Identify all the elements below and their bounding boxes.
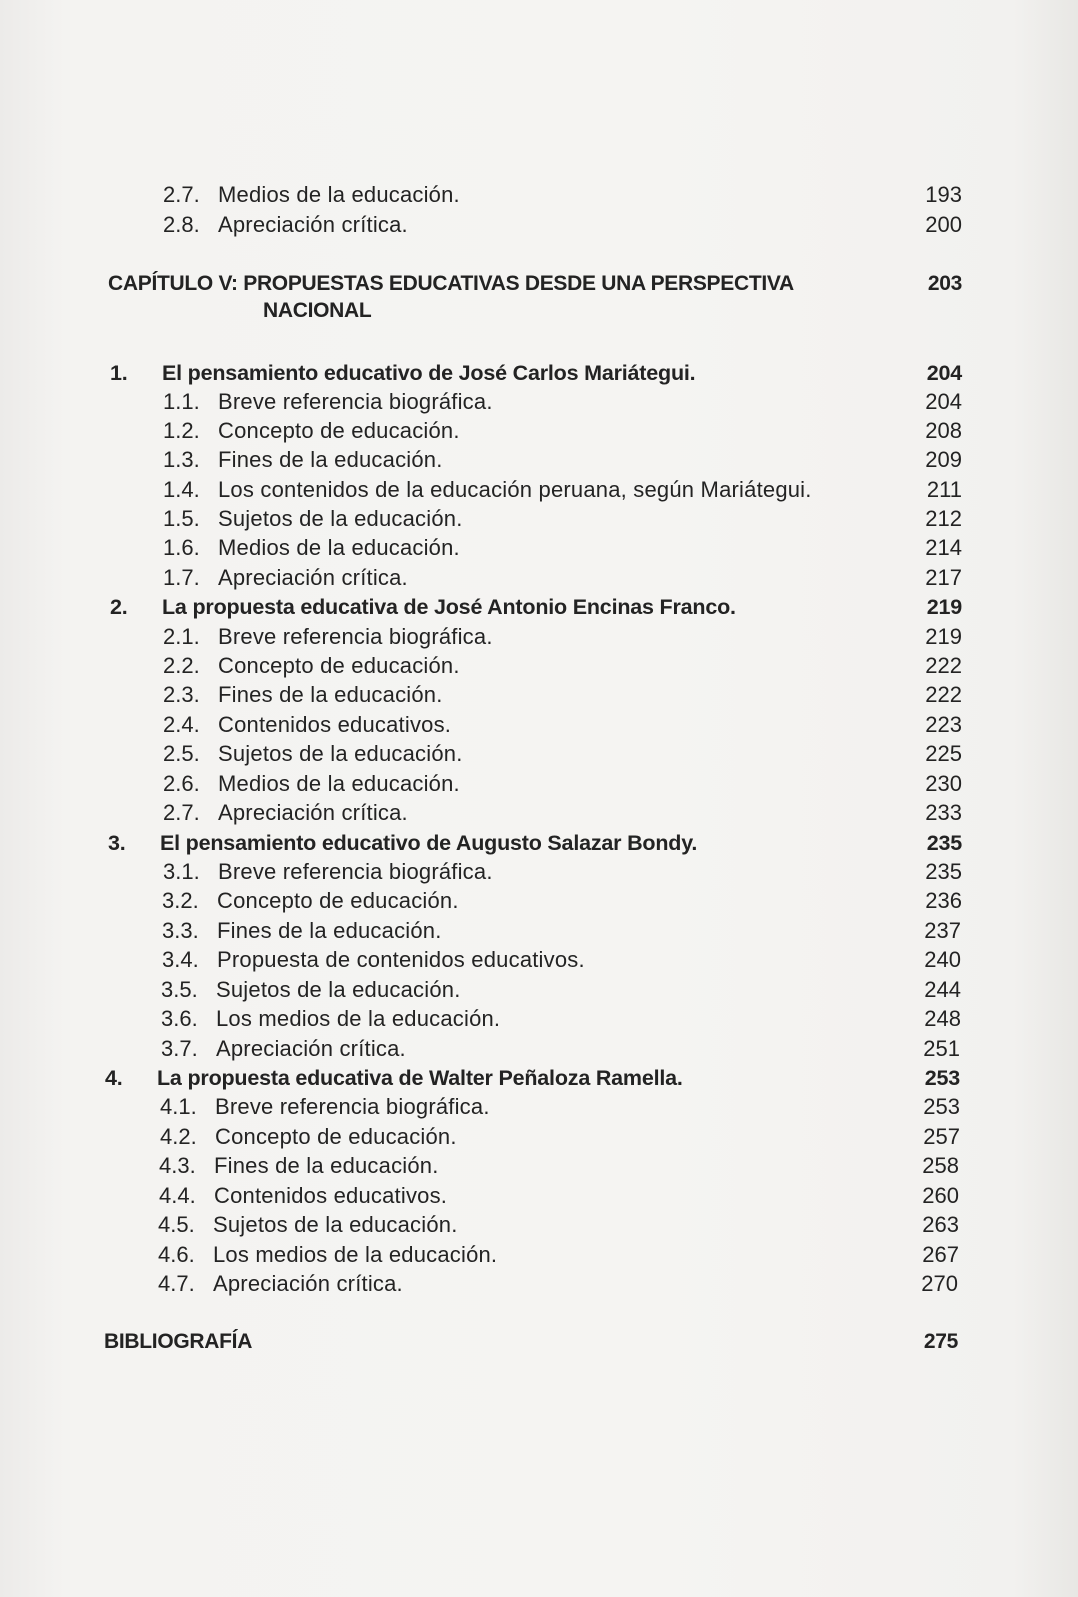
toc-entry [0,533,1078,563]
toc-entry-label: Contenidos educativos. [214,1183,448,1208]
toc-entry-label: Breve referencia biográfica. [218,624,493,649]
toc-entry-label: Los medios de la educación. [213,1242,498,1267]
toc-entry [0,651,1078,681]
toc-entry-label: Los contenidos de la educación peruana, según Mariátegui. [218,477,812,502]
toc-entry [0,210,1078,240]
toc-page-number: 230 [925,771,962,796]
toc-page-number: 267 [922,1242,959,1267]
toc-entry-number: 2.3. [163,682,200,707]
toc-entry [0,857,1078,887]
toc-entry-label: Breve referencia biográfica. [215,1094,490,1119]
toc-entry [0,739,1078,769]
toc-entry-label: Apreciación crítica. [213,1271,403,1296]
chapter-title-continued: NACIONAL [263,299,372,322]
toc-page-number: 214 [925,535,962,560]
toc-entry-label: Apreciación crítica. [218,565,408,590]
toc-entry [0,945,1078,975]
toc-page-number: 225 [925,741,962,766]
toc-entry-number: 4.3. [159,1153,196,1178]
toc-page-number: 204 [926,361,962,385]
toc-entry-label: Breve referencia biográfica. [218,389,493,414]
toc-entry [0,1092,1078,1122]
toc-entry [0,1327,1078,1357]
toc-entry-number: 4. [105,1066,123,1090]
toc-page-number: 204 [925,389,962,414]
toc-page-number: 270 [921,1271,958,1296]
toc-entry-label: Propuesta de contenidos educativos. [217,947,585,972]
toc-entry-number: 4.2. [160,1124,197,1149]
toc-entry-number: 3.5. [161,977,198,1002]
chapter-title: CAPÍTULO V: PROPUESTAS EDUCATIVAS DESDE UNA PERSPECTIVA [108,272,794,295]
toc-entry [0,769,1078,799]
toc-page-number: 203 [927,272,962,295]
toc-entry-number: 2.8. [163,212,200,237]
toc-entry [0,1269,1078,1299]
toc-entry-label: Los medios de la educación. [216,1006,501,1031]
toc-page-number: 257 [923,1124,960,1149]
toc-entry-label: Sujetos de la educación. [218,741,463,766]
toc-entry [0,416,1078,446]
toc-page-number: 222 [925,653,962,678]
toc-entry [0,1122,1078,1152]
toc-entry-label: Fines de la educación. [214,1153,439,1178]
toc-page-number: 253 [923,1094,960,1119]
toc-entry-number: 1.1. [163,389,200,414]
toc-entry-label: La propuesta educativa de José Antonio Encinas Franco. [162,595,736,619]
toc-entry-label: Breve referencia biográfica. [218,859,493,884]
toc-entry-number: 2.7. [163,800,200,825]
toc-page-number: 209 [925,447,962,472]
toc-entry [0,622,1078,652]
toc-entry-number: 1.5. [163,506,200,531]
toc-page-number: 260 [922,1183,959,1208]
toc-entry-number: 2.5. [163,741,200,766]
toc-entry-number: 2.6. [163,771,200,796]
toc-entry-number: 2.7. [163,182,200,207]
toc-entry-label: Concepto de educación. [215,1124,457,1149]
toc-entry-number: 4.6. [158,1242,195,1267]
toc-page-number: 235 [925,859,962,884]
toc-entry-number: 3.2. [162,888,199,913]
toc-entry [0,269,1078,299]
toc-entry-label: El pensamiento educativo de Augusto Salazar Bondy. [160,831,698,855]
toc-entry-label: Medios de la educación. [218,771,460,796]
toc-entry-label: Sujetos de la educación. [218,506,463,531]
toc-entry [0,475,1078,505]
toc-entry-number: 2.2. [163,653,200,678]
toc-entry-number: 3.4. [162,947,199,972]
toc-entry-number: 3.6. [161,1006,198,1031]
toc-page-number: 236 [925,888,962,913]
toc-entry [0,504,1078,534]
toc-page-number: 251 [923,1036,960,1061]
toc-page-number: 258 [922,1153,959,1178]
toc-entry-number: 1. [110,361,128,385]
toc-entry [0,1210,1078,1240]
toc-entry-number: 2.4. [163,712,200,737]
toc-entry-number: 4.4. [159,1183,196,1208]
toc-entry [0,180,1078,210]
toc-entry-number: 1.2. [163,418,200,443]
toc-entry [0,358,1078,388]
toc-entry-number: 4.5. [158,1212,195,1237]
toc-entry [0,296,1078,326]
bibliography-heading: BIBLIOGRAFÍA [104,1330,253,1353]
toc-entry-label: El pensamiento educativo de José Carlos Mariátegui. [162,361,696,385]
toc-entry [0,798,1078,828]
toc-entry [0,1151,1078,1181]
toc-entry-label: Contenidos educativos. [218,712,452,737]
toc-entry-label: Concepto de educación. [217,888,459,913]
toc-page-number: 219 [925,624,962,649]
toc-page-number: 222 [925,682,962,707]
toc-entry [0,916,1078,946]
toc-page-number: 233 [925,800,962,825]
toc-entry-label: Concepto de educación. [218,653,460,678]
toc-entry-label: Apreciación crítica. [218,800,408,825]
toc-entry [0,1004,1078,1034]
toc-page-number: 193 [925,182,962,207]
toc-entry [0,563,1078,593]
toc-entry [0,387,1078,417]
toc-entry-label: Medios de la educación. [218,182,460,207]
toc-entry-number: 1.4. [163,477,200,502]
toc-entry [0,1240,1078,1270]
toc-entry [0,828,1078,858]
toc-page-number: 212 [925,506,962,531]
toc-entry-number: 2.1. [163,624,200,649]
toc-page-number: 217 [925,565,962,590]
toc-entry-label: Sujetos de la educación. [213,1212,458,1237]
toc-entry-number: 2. [110,595,128,619]
toc-page-number: 211 [926,477,962,502]
toc-page-number: 275 [923,1330,958,1353]
toc-entry-number: 1.3. [163,447,200,472]
toc-page-number: 200 [925,212,962,237]
toc-entry-label: Fines de la educación. [217,918,442,943]
toc-entry [0,445,1078,475]
toc-entry [0,1181,1078,1211]
toc-entry [0,592,1078,622]
toc-entry-label: Medios de la educación. [218,535,460,560]
toc-entry-number: 3.1. [163,859,200,884]
toc-page-number: 208 [925,418,962,443]
toc-entry-label: Fines de la educación. [218,682,443,707]
toc-entry [0,1063,1078,1093]
toc-entry-label: Apreciación crítica. [218,212,408,237]
toc-entry-number: 1.7. [163,565,200,590]
toc-page-number: 248 [924,1006,961,1031]
toc-entry-label: Apreciación crítica. [216,1036,406,1061]
toc-page-number: 253 [924,1066,960,1090]
toc-entry-label: Fines de la educación. [218,447,443,472]
toc-page-number: 237 [924,918,961,943]
toc-entry-label: La propuesta educativa de Walter Peñaloza Ramella. [157,1066,683,1090]
toc-page-number: 263 [922,1212,959,1237]
toc-entry-number: 4.7. [158,1271,195,1296]
toc-entry-number: 3. [108,831,126,855]
toc-page-number: 235 [926,831,962,855]
toc-page-number: 223 [925,712,962,737]
toc-entry-label: Concepto de educación. [218,418,460,443]
toc-entry-number: 3.7. [161,1036,198,1061]
toc-entry-label: Sujetos de la educación. [216,977,461,1002]
toc-page-number: 240 [924,947,961,972]
toc-page-number: 244 [924,977,961,1002]
toc-entry-number: 4.1. [160,1094,197,1119]
toc-entry [0,1034,1078,1064]
toc-entry [0,975,1078,1005]
toc-entry [0,710,1078,740]
toc-entry-number: 3.3. [162,918,199,943]
toc-page-number: 219 [926,595,962,619]
toc-entry-number: 1.6. [163,535,200,560]
toc-entry [0,886,1078,916]
toc-entry [0,680,1078,710]
